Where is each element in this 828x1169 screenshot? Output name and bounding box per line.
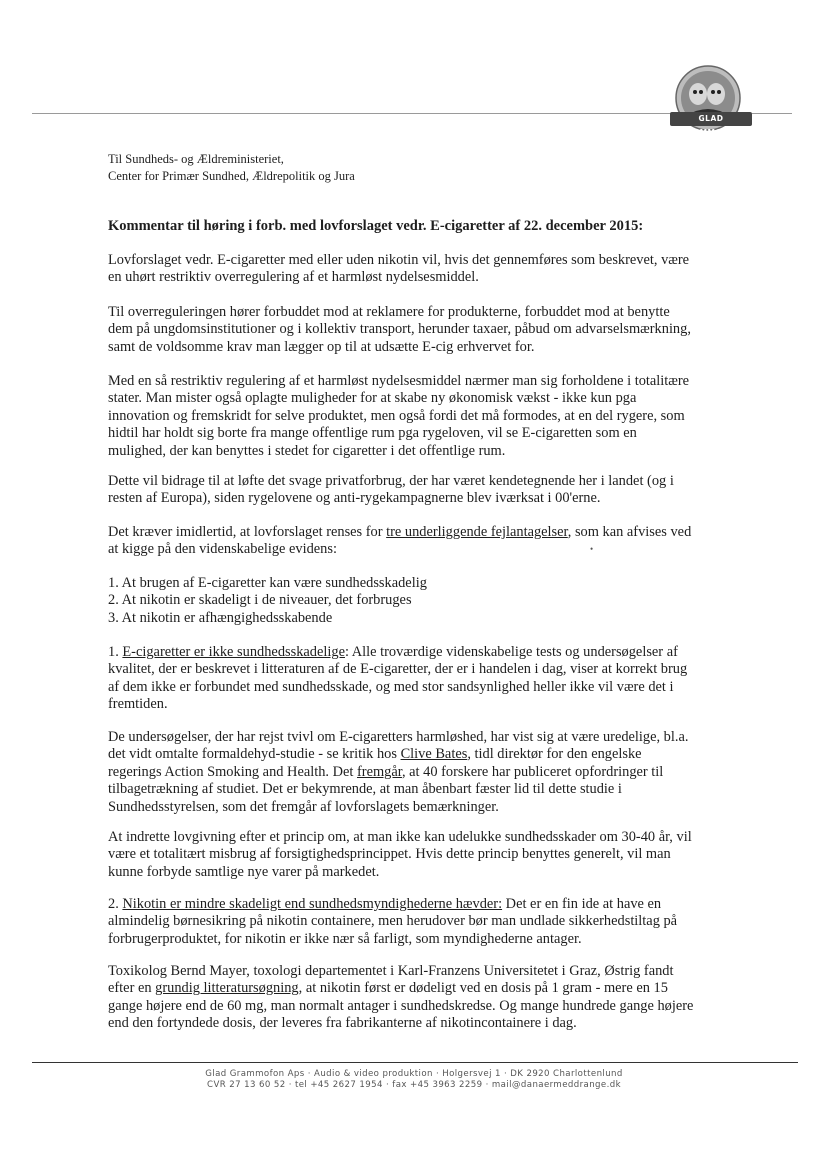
paragraph-6 [108, 644, 698, 714]
paragraph-10-text: Toxikolog Bernd Mayer, toxologi departementet i Karl-Franzens Universitetet i Graz, Østrig fandt efter en [108, 963, 674, 997]
paragraph-10-text-end: , at nikotin først er dødeligt ved en dosis på 1 gram - mere en 15 gange højere end de 60 mg, man normalt antager i sundhedskredse. Og mange hundrede gange højere end den fortyndede dosis, der leveres fra fabrikanterne af nikotincontainere i dag. [108, 980, 694, 1032]
footer [0, 1069, 828, 1091]
link-litteratursoegning[interactable]: grundig litteratursøgning [155, 980, 299, 997]
paragraph-9-text: Det er en fin ide at have en almindelig børnesikring på nikotin containere, men herudover bør man undlade sikkerhedstiltag på forbrugerproduktet, for nikotin er ikke nær så farligt, som myndighederne antager. [108, 896, 678, 947]
paragraph-7-text-end: , at 40 forskere har publiceret opfordringer til tilbagetrækning af studiet. Det er bekymrende, at man åbenbart fæster lid til dette studie i Sundhedsstyrelsen, som det fremgår af lovforslagets bemærkninger. [108, 763, 664, 815]
header-rule-right [752, 113, 792, 114]
paragraph-5-text-end: , som kan afvises ved at kigge på den videnskabelige evidens: [108, 524, 692, 558]
recipient-block [108, 151, 355, 185]
logo-wordmark: GLAD GRAMMOFON [670, 112, 752, 126]
assumption-list [108, 575, 427, 627]
paragraph-5-text: Det kræver imidlertid, at lovforslaget renses for [108, 524, 387, 540]
paragraph-7 [108, 729, 698, 816]
footer-line-1: Glad Grammofon Aps · Audio & video produktion · Holgersvej 1 · DK 2920 Charlottenlund [205, 1069, 623, 1079]
link-fremgaar[interactable]: fremgår [357, 763, 402, 780]
recipient-line-2: Center for Primær Sundhed, Ældrepolitik og Jura [108, 169, 355, 183]
paragraph-6-text: : Alle troværdige videnskabelige tests og undersøgelser af kvalitet, der er beskrevet i litteraturen af de E-cigaretter, der er i handelen i dag, viser at korrekt brug af dem ikke er forbundet med sundhedsskade, og med stor sandsynlighed heller ikke vil være det i fremtiden. [108, 644, 688, 713]
link-nikotin-mindre-skadeligt[interactable]: Nikotin er mindre skadeligt end sundhedsmyndighederne hævder: [122, 896, 503, 912]
paragraph-4: Dette vil bidrage til at løfte det svage privatforbrug, der har været kendetegnende her i landet (og i resten af Europa), siden rygelovene og anti-rygekampagnerne blev iværksat i 00'erne. [108, 473, 674, 507]
footer-rule [32, 1062, 798, 1063]
paragraph-3: Med en så restriktiv regulering af et harmløst nydelsesmiddel nærmer man sig forholdene i totalitære stater. Man mister også oplagte muligheder for at skabe ny økonomisk vækst - ikke kun pga innovation og fremskridt for selve produktet, men også fordi det må formodes, at en del rygere, som hidtil har holdt sig borte fra mange offentlige rum pga rygeloven, vil se E-cigaretten som en mulighed, der kan benyttes i stedet for cigaretter i det offentlige rum. [108, 373, 690, 459]
list-item: 1. At brugen af E-cigaretter kan være sundhedsskadelig [108, 575, 427, 591]
paragraph-10 [108, 963, 698, 1033]
paragraph-9 [108, 896, 698, 948]
header-rule [32, 113, 672, 114]
link-fejlantagelser[interactable]: tre underliggende fejlantagelser [386, 524, 568, 540]
link-e-cigaretter-ikke-skadelige[interactable]: E-cigaretter er ikke sundhedsskadelige [122, 644, 345, 660]
paragraph-6-number: 1. [108, 644, 123, 660]
paragraph-1: Lovforslaget vedr. E-cigaretter med eller uden nikotin vil, hvis det gennemføres som beskrevet, være en uhørt restriktiv overregulering af et harmløst nydelsesmiddel. [108, 252, 690, 286]
link-clive-bates[interactable]: Clive Bates [400, 746, 468, 763]
paragraph-7-text: De undersøgelser, der har rejst tvivl om E-cigaretters harmløshed, har vist sig at være uredelige, bl.a. det vidt omtalte formaldehyd-studie - se kritik hos [108, 729, 689, 763]
paragraph-7-text-mid: , tidl direktør for den engelske regerings Action Smoking and Health. Det [108, 746, 642, 780]
scan-mark: • [590, 544, 594, 554]
paragraph-5 [108, 524, 698, 559]
paragraph-2: Til overreguleringen hører forbuddet mod at reklamere for produkterne, forbuddet mod at benytte dem på ungdomsinstitutioner og i kollektiv transport, herunder taxaer, påbud om advarselsmærkning, samt de voldsomme krav man lægger op til at udsætte E-cig erhvervet for. [108, 304, 691, 355]
recipient-line-1: Til Sundheds- og Ældreministeriet, [108, 152, 284, 166]
list-item: 2. At nikotin er skadeligt i de niveauer, det forbruges [108, 592, 412, 609]
list-item: 3. At nikotin er afhængighedsskabende [108, 609, 333, 626]
paragraph-8: At indrette lovgivning efter et princip om, at man ikke kan udelukke sundhedsskader om 30-40 år, vil være et totalitært misbrug af forsigtighedsprincippet. Hvis dette princip benyttes generelt, vil man kunne forbyde samtlige nye varer på markedet. [108, 829, 692, 880]
letter-title: Kommentar til høring i forb. med lovforslaget vedr. E-cigaretter af 22. december 2015: [108, 218, 644, 234]
paragraph-9-number: 2. [108, 896, 123, 912]
footer-line-2: CVR 27 13 60 52 · tel +45 2627 1954 · fax +45 3963 2259 · mail@danaermeddrange.dk [207, 1080, 621, 1090]
